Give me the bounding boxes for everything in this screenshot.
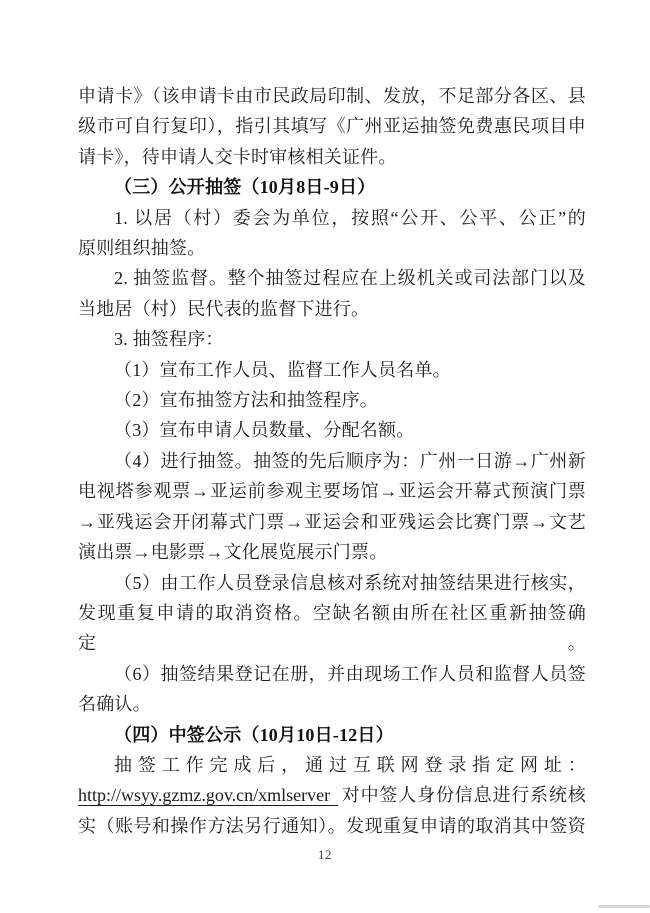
doc-line-14: 电视塔参观票→亚运前参观主要场馆→亚运会开幕式预演门票 (78, 481, 586, 502)
doc-line-5: 1. 以居（村）委会为单位，按照“公开、公平、公正”的 (114, 207, 586, 228)
doc-line-13: （4）进行抽签。抽签的先后顺序为：广州一日游→广州新 (114, 450, 586, 471)
doc-line-23-rest: 对中签人身份信息进行系统核 (341, 785, 586, 806)
doc-line-11: （2）宣布抽签方法和抽签程序。 (114, 390, 378, 411)
doc-line-18: 发现重复申请的取消资格。空缺名额由所在社区重新抽签确定。 (78, 602, 586, 654)
page-number: 12 (318, 847, 332, 862)
doc-line-6: 原则组织抽签。 (78, 238, 206, 259)
scan-artifact-line (598, 905, 650, 908)
section-heading-public-draw: （三）公开抽签（10月8日-9日） (114, 177, 376, 198)
doc-line-10: （1）宣布工作人员、监督工作人员名单。 (114, 359, 451, 380)
doc-line-15: →亚残运会开闭幕式门票→亚运会和亚残运会比赛门票→文艺 (78, 511, 586, 532)
doc-line-7: 2. 抽签监督。整个抽签过程应在上级机关或司法部门以及 (114, 268, 586, 289)
doc-line-24: 实（账号和操作方法另行通知）。发现重复申请的取消其中签资 (78, 815, 586, 836)
doc-line-19: （6）抽签结果登记在册，并由现场工作人员和监督人员签 (114, 663, 586, 684)
doc-line-2: 级市可自行复印），指引其填写《广州亚运抽签免费惠民项目申 (78, 116, 586, 137)
doc-line-12: （3）宣布申请人员数量、分配名额。 (114, 420, 415, 441)
doc-line-1: 申请卡》（该申请卡由市民政局印制、发放，不足部分各区、县 (78, 86, 586, 106)
doc-line-9: 3. 抽签程序： (114, 329, 224, 350)
doc-line-16: 演出票→电影票→文化展览展示门票。 (78, 542, 388, 563)
section-heading-winner-publicity: （四）中签公示（10月10日-12日） (114, 724, 394, 745)
document-text-block (78, 81, 586, 841)
doc-line-17: （5）由工作人员登录信息核对系统对抽签结果进行核实， (114, 572, 586, 593)
website-url: http://wsyy.gzmz.gov.cn/xmlserver (78, 785, 338, 806)
doc-line-3: 请卡》，待申请人交卡时审核相关证件。 (78, 146, 397, 167)
doc-line-23 (78, 780, 586, 810)
doc-line-8: 当地居（村）民代表的监督下进行。 (78, 298, 370, 319)
doc-line-22: 抽签工作完成后，通过互联网登录指定网址： (114, 754, 586, 775)
doc-line-20: 名确认。 (78, 694, 151, 715)
